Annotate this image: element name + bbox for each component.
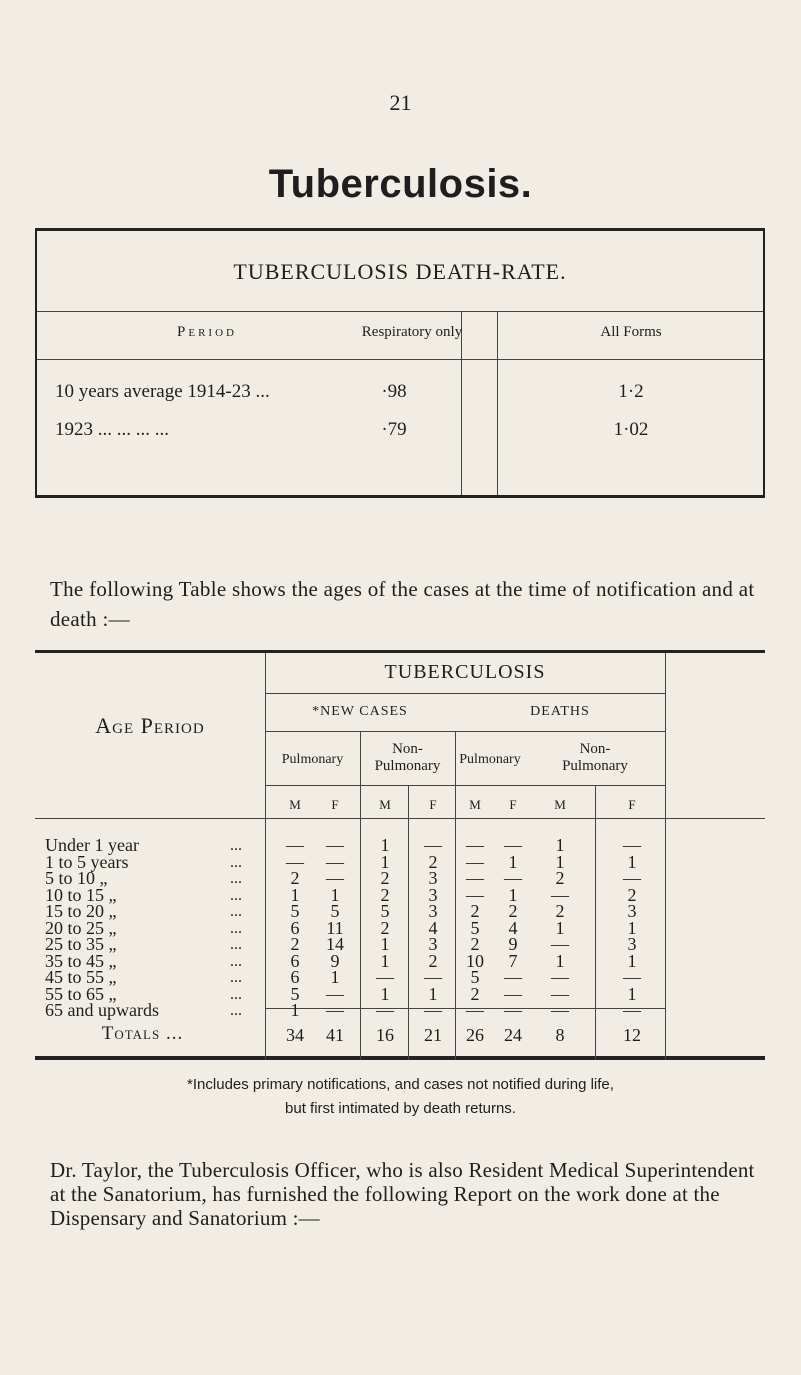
table-rule: [265, 731, 665, 732]
leader-dots: ...: [230, 969, 242, 986]
male-header: M: [289, 797, 301, 812]
table-cell: 6: [290, 967, 300, 987]
page-number: 21: [389, 90, 412, 115]
leader-dots: ...: [230, 919, 242, 937]
non-pulmonary-line-2: Pulmonary: [374, 758, 441, 774]
age-label: 45 to 55 „: [45, 967, 117, 987]
table-cell: 2: [470, 901, 480, 921]
table-cell: 3: [627, 934, 637, 954]
table-cell: —: [424, 1000, 442, 1020]
table-cell: —: [326, 983, 344, 1004]
table-cell: —: [551, 1000, 569, 1020]
table-cell: 1: [555, 835, 565, 855]
table-cell: —: [551, 934, 569, 954]
footnote-line-1: *Includes primary notifications, and cases not notified during life,: [187, 1076, 614, 1093]
table-cell: —: [466, 851, 484, 872]
table-cell: 1: [627, 917, 637, 938]
age-label: 55 to 65 „: [45, 983, 117, 1004]
table-rule: [665, 653, 666, 1060]
table-cell: 6: [290, 917, 300, 938]
table-cell: —: [466, 884, 484, 905]
table-cell: 1: [508, 884, 518, 905]
table-cell: 1: [380, 983, 390, 1004]
table-cell: 1: [290, 1000, 300, 1020]
table-cell: 3: [428, 934, 438, 954]
table-cell: 1: [627, 950, 637, 971]
leader-dots: ...: [230, 853, 242, 871]
table-cell: 2: [470, 983, 480, 1004]
table-cell: —: [424, 967, 442, 987]
table-cell: —: [376, 1000, 394, 1020]
table-cell: 1: [627, 851, 637, 872]
table-rule: [37, 359, 763, 360]
header-period: Period: [177, 324, 237, 340]
table-cell: 14: [326, 934, 344, 954]
table-cell: 1: [555, 950, 565, 971]
table-cell: 2: [555, 901, 565, 921]
table-cell: 2: [627, 884, 637, 905]
table-rule: [265, 693, 665, 694]
table-cell: 11: [326, 917, 344, 938]
totals-cell: 26: [466, 1025, 484, 1045]
death-rate-table-title: TUBERCULOSIS DEATH-RATE.: [233, 259, 567, 284]
male-header: M: [379, 797, 391, 812]
non-pulmonary-line-1: Non-: [579, 741, 611, 757]
table-cell: 5: [470, 917, 480, 938]
age-label: 35 to 45 „: [45, 950, 117, 971]
table-cell: —: [466, 835, 484, 855]
table-rule: [595, 785, 596, 1060]
table-cell: —: [551, 884, 569, 905]
table-cell: 1: [380, 851, 390, 872]
table-cell: 5: [290, 983, 300, 1004]
table-cell: 2: [380, 917, 390, 938]
pulmonary-header: Pulmonary: [281, 752, 344, 767]
female-header: F: [331, 797, 339, 812]
totals-label: Totals ...: [101, 1023, 184, 1044]
table-cell: 1: [330, 967, 340, 987]
table-cell: 5: [330, 901, 340, 921]
table-cell: —: [326, 835, 344, 855]
table-cell: 2: [555, 868, 565, 888]
totals-cell: 16: [376, 1025, 394, 1045]
table-cell: —: [326, 851, 344, 872]
table-cell: —: [623, 835, 641, 855]
age-period-header: Age Period: [95, 713, 205, 738]
table-title: TUBERCULOSIS: [384, 661, 546, 683]
table-cell: 1: [330, 884, 340, 905]
table-cell: —: [504, 983, 522, 1004]
table-rule: [265, 785, 665, 786]
totals-cell: 21: [424, 1025, 442, 1045]
footnote-line-2: but first intimated by death returns.: [285, 1100, 516, 1117]
table-cell: 1: [380, 934, 390, 954]
table-cell: 4: [508, 917, 518, 938]
death-rate-table: [35, 228, 765, 498]
table-rule: [408, 785, 409, 1060]
non-pulmonary-header: [360, 741, 455, 775]
table-cell: —: [466, 1000, 484, 1020]
table-cell: 1: [428, 983, 438, 1004]
page-title: Tuberculosis.: [268, 162, 533, 206]
totals-cell: 41: [326, 1025, 344, 1045]
female-header: F: [429, 797, 437, 812]
all-forms-cell: 1·02: [613, 419, 649, 440]
header-respiratory: Respiratory only: [361, 324, 463, 340]
period-cell: 1923 ... ... ... ...: [55, 419, 169, 440]
table-cell: 1: [380, 950, 390, 971]
table-cell: 1: [555, 917, 565, 938]
table-cell: 1: [508, 851, 518, 872]
table-rule: [360, 731, 361, 1060]
table-cell: 2: [380, 868, 390, 888]
table-cell: 5: [470, 967, 480, 987]
table-cell: 2: [380, 884, 390, 905]
table-cell: 7: [508, 950, 518, 971]
table-cell: 2: [428, 950, 438, 971]
table-cell: —: [551, 967, 569, 987]
leader-dots: ...: [230, 936, 242, 953]
all-forms-cell: 1·2: [618, 381, 644, 402]
table-cell: 9: [330, 950, 340, 971]
intro-text: The following Table shows the ages of the cases at the time of notification and at death :—: [50, 577, 755, 631]
table-cell: —: [623, 967, 641, 987]
age-label: 5 to 10 „: [45, 868, 108, 888]
totals-cell: 8: [555, 1025, 565, 1045]
table-cell: 3: [428, 901, 438, 921]
table-cell: —: [286, 835, 304, 855]
table-rule: [37, 311, 763, 312]
age-label: 65 and upwards: [45, 1000, 159, 1020]
table-cell: 4: [428, 917, 438, 938]
table-cell: —: [623, 868, 641, 888]
female-header: F: [628, 797, 636, 812]
table-cell: —: [424, 835, 442, 855]
non-pulmonary-line-1: Non-: [392, 741, 423, 757]
closing-paragraph: Dr. Taylor, the Tuberculosis Officer, who is also Resident Medical Superintendent at the Sanatorium, has furnished the following Report on the work done at the Dispensary and Sanatorium :—: [50, 1158, 755, 1230]
age-period-table: [35, 650, 765, 1060]
table-cell: 5: [290, 901, 300, 921]
table-cell: —: [504, 967, 522, 987]
table-cell: 10: [466, 950, 484, 971]
table-cell: 3: [428, 868, 438, 888]
age-label: Under 1 year: [45, 835, 139, 855]
table-cell: —: [466, 868, 484, 888]
respiratory-cell: ·98: [381, 381, 407, 402]
table-rule: [35, 818, 765, 819]
table-cell: 9: [508, 934, 518, 954]
table-cell: —: [623, 1000, 641, 1020]
table-cell: 2: [290, 868, 300, 888]
leader-dots: ...: [230, 837, 242, 854]
table-cell: 2: [428, 851, 438, 872]
table-cell: 2: [470, 934, 480, 954]
table-cell: —: [504, 868, 522, 888]
female-header: F: [509, 797, 517, 812]
leader-dots: ...: [230, 903, 242, 920]
table-cell: —: [326, 868, 344, 888]
footnote: [0, 1073, 801, 1121]
table-cell: 1: [627, 983, 637, 1004]
age-label: 25 to 35 „: [45, 934, 117, 954]
totals-cell: 12: [623, 1025, 641, 1045]
leader-dots: ...: [230, 952, 242, 970]
table-cell: —: [326, 1000, 344, 1020]
table-cell: —: [286, 851, 304, 872]
table-cell: —: [376, 967, 394, 987]
non-pulmonary-header: [525, 741, 665, 775]
leader-dots: ...: [230, 1002, 242, 1019]
table-cell: 6: [290, 950, 300, 971]
table-cell: 2: [290, 934, 300, 954]
table-cell: 3: [428, 884, 438, 905]
age-label: 1 to 5 years: [45, 851, 129, 872]
pulmonary-header: Pulmonary: [459, 752, 521, 767]
age-label: 20 to 25 „: [45, 917, 117, 938]
table-cell: 3: [627, 901, 637, 921]
period-cell: 10 years average 1914-23 ...: [55, 381, 270, 402]
leader-dots: ...: [230, 870, 242, 887]
table-cell: 1: [290, 884, 300, 905]
respiratory-cell: ·79: [381, 419, 407, 440]
table-cell: —: [551, 983, 569, 1004]
table-cell: —: [504, 835, 522, 855]
table-cell: —: [504, 1000, 522, 1020]
header-all-forms: All Forms: [600, 324, 662, 340]
table-cell: 2: [508, 901, 518, 921]
totals-cell: 34: [286, 1025, 304, 1045]
age-label: 10 to 15 „: [45, 884, 117, 905]
deaths-header: DEATHS: [530, 704, 590, 719]
male-header: M: [469, 797, 481, 812]
leader-dots: ...: [230, 886, 242, 904]
leader-dots: ...: [230, 985, 242, 1003]
table-cell: 1: [380, 835, 390, 855]
non-pulmonary-line-2: Pulmonary: [562, 758, 628, 774]
table-cell: 5: [380, 901, 390, 921]
table-cell: 1: [555, 851, 565, 872]
new-cases-header: *NEW CASES: [312, 704, 408, 719]
age-label: 15 to 20 „: [45, 901, 117, 921]
totals-cell: 24: [504, 1025, 522, 1045]
male-header: M: [554, 797, 566, 812]
